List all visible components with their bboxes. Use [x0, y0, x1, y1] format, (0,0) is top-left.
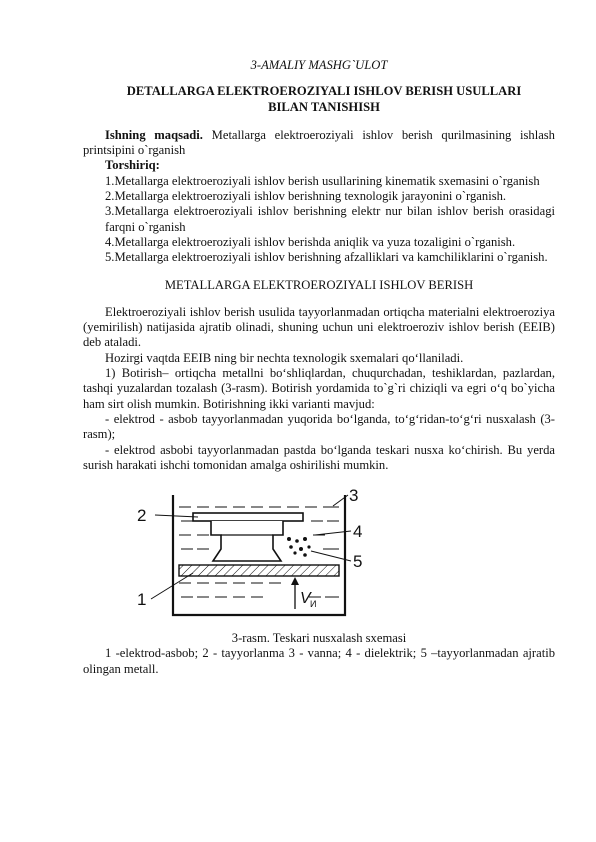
figure-legend: 1 -elektrod-asbob; 2 - tayyorlanma 3 - vanna; 4 - dielektrik; 5 –tayyorlanmadan ajratib olingan metall.	[83, 646, 555, 676]
figure-caption: 3-rasm. Teskari nusxalash sxemasi	[231, 631, 407, 646]
diagram-svg	[83, 487, 555, 627]
velocity-label: V	[300, 590, 311, 608]
label-3: 3	[349, 487, 359, 506]
task-item: 5.Metallarga elektroeroziyali ishlov berishning afzalliklari va kamchiliklarini o`rganish.	[105, 250, 548, 265]
document-page	[83, 58, 555, 677]
practical-number: 3-	[250, 58, 262, 72]
label-2: 2	[137, 506, 147, 526]
workpiece-stem	[211, 521, 283, 561]
workpiece-plate	[193, 513, 303, 521]
electrode-tool	[179, 565, 339, 576]
label-1: 1	[137, 590, 147, 610]
practical-title	[83, 58, 555, 73]
body-paragraph: Hozirgi vaqtda EEIB ning bir nechta texnologik sxemalari qo‘llaniladi.	[105, 350, 464, 365]
body-paragraph: 1) Botirish– ortiqcha metallni bo‘shliqlardan, chuqurchadan, teshiklardan, pazlardan, tashqi yuzalardan tozalash (3-rasm). Botirish yordamida to`g`ri chiziqli va egri o‘q bo`yicha ham sirt olish mumkin. Botirishning ikki varianti mavjud:	[83, 366, 555, 411]
leader-2	[155, 515, 198, 517]
reverse-copying-diagram	[83, 487, 555, 627]
label-5: 5	[353, 552, 363, 572]
main-title-line1: DETALLARGA ELEKTROEROZIYALI ISHLOV BERISH USULLARI	[126, 84, 522, 99]
feed-arrow-head	[291, 577, 299, 585]
goal-label: Ishning maqsadi.	[105, 127, 203, 142]
label-4: 4	[353, 522, 363, 542]
tasks-label: Torshiriq:	[105, 158, 160, 173]
task-item: 1.Metallarga elektroeroziyali ishlov berish usullarining kinematik sxemasini o`rganish	[105, 173, 540, 188]
velocity-subscript: И	[310, 599, 317, 610]
body-paragraph: - elektrod asbobi tayyorlanmadan pastda bo‘lganda teskari nusxa ko‘chirish. Bu yerda surish harakati ishchi tomonidan amalga oshirilishi mumkin.	[83, 442, 555, 472]
section-title: METALLARGA ELEKTROEROZIYALI ISHLOV BERISH	[164, 277, 474, 292]
removed-metal-particles	[287, 537, 311, 557]
goal-paragraph	[83, 128, 555, 159]
practical-title-text: AMALIY MASHG`ULOT	[261, 58, 388, 72]
body-paragraph: Elektroeroziyali ishlov berish usulida tayyorlanmadan ortiqcha materialni elektroeroziya (yemirilish) natijasida ajratib olinadi, shuning uchun uni elektroeroziv ishlov berish (EEIB) deb ataladi.	[83, 304, 555, 350]
main-title-line2: BILAN TANISHISH	[268, 99, 380, 114]
task-item: 2.Metallarga elektroeroziyali ishlov berishning texnologik jarayonini o`rganish.	[105, 189, 507, 204]
goal-text: Metallarga elektroeroziyali ishlov berish qurilmasining ishlash printsipini o`rganish	[83, 127, 555, 158]
task-item: 4.Metallarga elektroeroziyali ishlov berishda aniqlik va yuza tozaligini o`rganish.	[105, 234, 516, 249]
main-title	[83, 84, 555, 115]
task-item: 3.Metallarga elektroeroziyali ishlov berishning elektr nur bilan ishlov berish orasidagi farqni o`rganish	[105, 204, 555, 234]
body-paragraph: - elektrod - asbob tayyorlanmadan yuqorida bo‘lganda, to‘g‘ridan-to‘g‘ri nusxalash (3-rasm);	[83, 411, 555, 442]
